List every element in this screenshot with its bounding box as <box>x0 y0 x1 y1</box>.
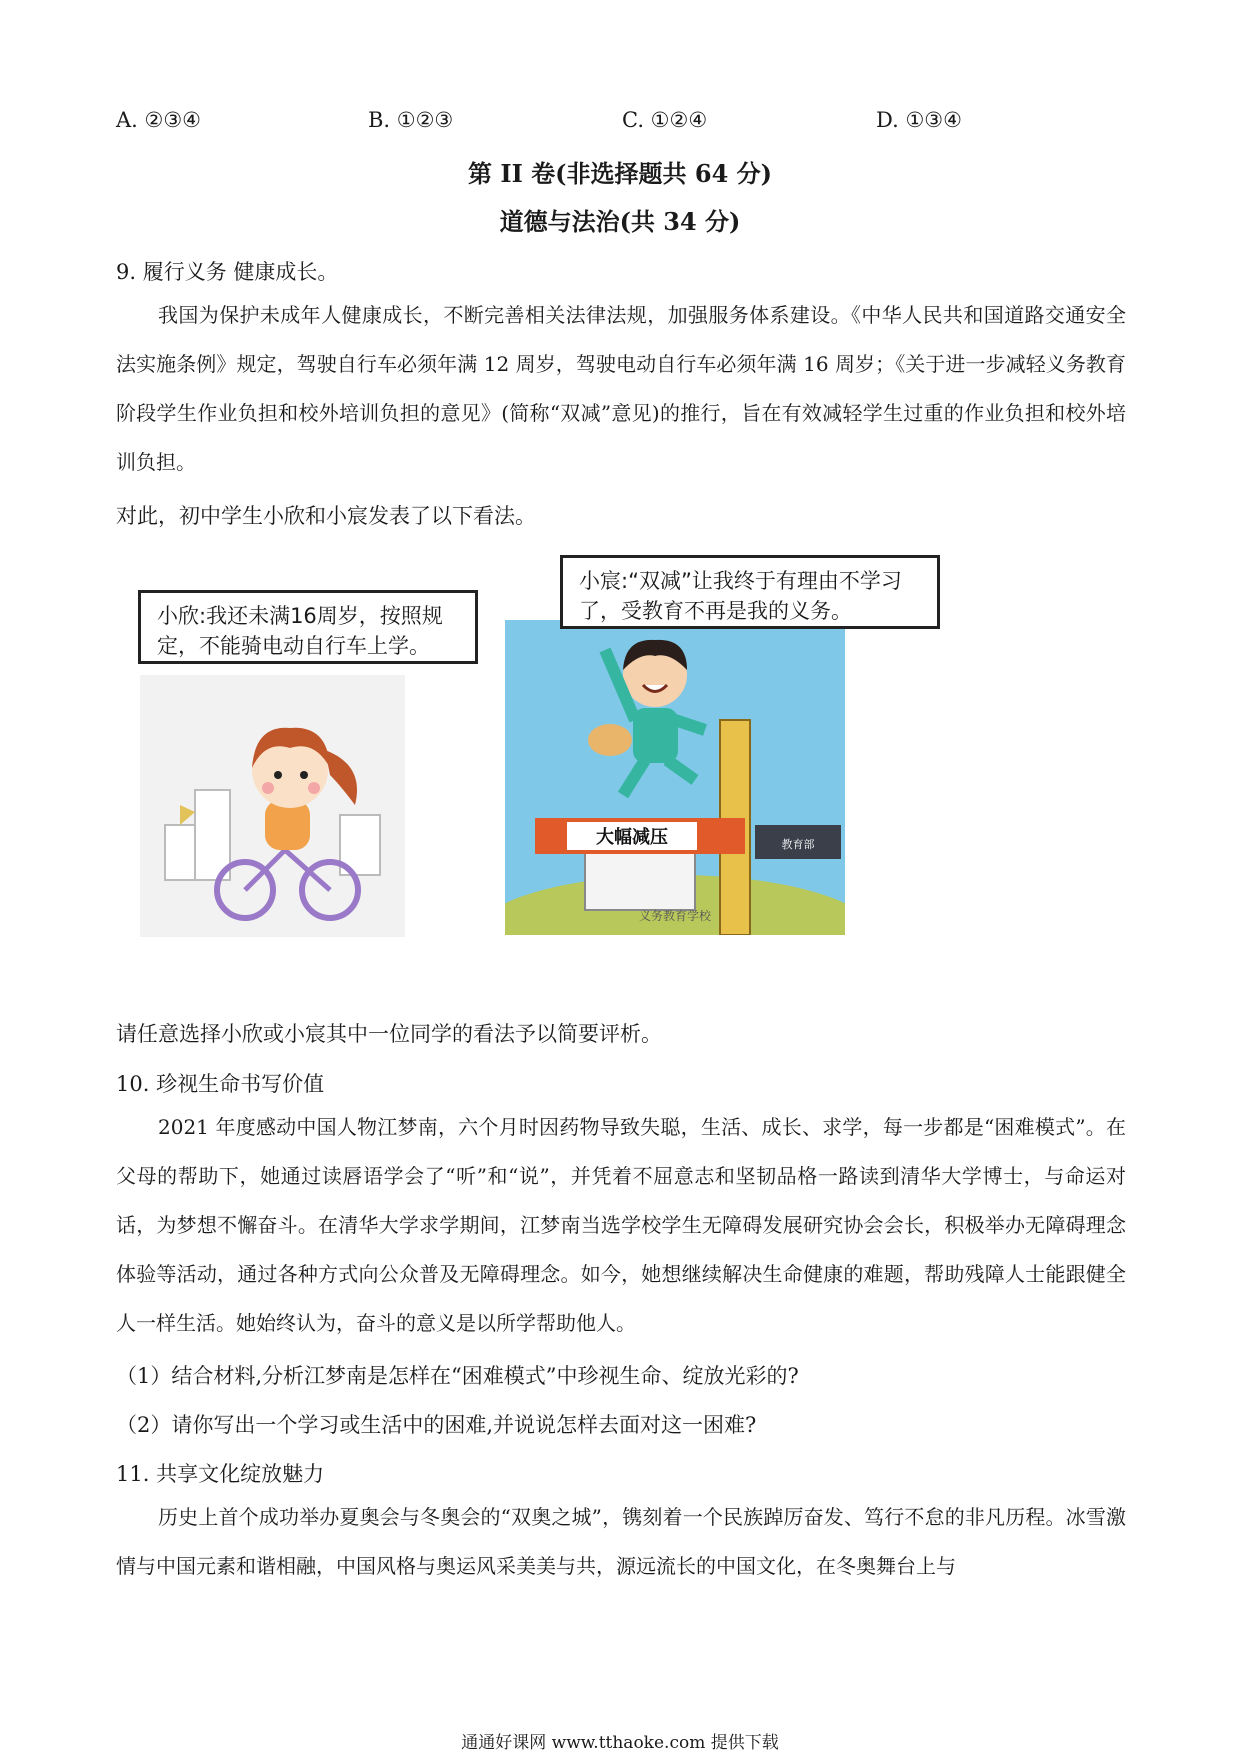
option-c: C. ①②④ <box>622 108 708 132</box>
q9-ask: 请任意选择小欣或小宸其中一位同学的看法予以简要评析。 <box>116 1022 662 1046</box>
q11-body: 历史上首个成功举办夏奥会与冬奥会的“双奥之城”，镌刻着一个民族踔厉奋发、笃行不怠的非凡历程。冰雪激情与中国元素和谐相融，中国风格与奥运风采美美与共，源远流长的中国文化，在冬奥舞台上与 <box>116 1505 1126 1578</box>
subject-title: 道德与法治(共 34 分) <box>499 207 741 236</box>
q10-body: 2021 年度感动中国人物江梦南，六个月时因药物导致失聪，生活、成长、求学，每一步都是“困难模式”。在父母的帮助下，她通过读唇语学会了“听”和“说”，并凭着不屈意志和坚韧品格一路读到清华大学博士，与命运对话，为梦想不懈奋斗。在清华大学求学期间，江梦南当选学校学生无障碍发展研究协会会长，积极举办无障碍理念体验等活动，通过各种方式向公众普及无障碍理念。如今，她想继续解决生命健康的难题，帮助残障人士能跟健全人一样生活。她始终认为，奋斗的意义是以所学帮助他人。 <box>116 1115 1126 1335</box>
q10-sub2: （2）请你写出一个学习或生活中的困难,并说说怎样去面对这一困难? <box>116 1413 757 1437</box>
illustration-right <box>505 620 845 935</box>
option-a: A. ②③④ <box>116 108 201 132</box>
speech-bubble-xiaoxin: 小欣:我还未满16周岁，按照规定，不能骑电动自行车上学。 <box>138 590 478 664</box>
q9-body: 我国为保护未成年人健康成长，不断完善相关法律法规，加强服务体系建设。《中华人民共和国道路交通安全法实施条例》规定，驾驶自行车必须年满 12 周岁，驾驶电动自行车必须年满 16 周岁；《关于进一步减轻义务教育阶段学生作业负担和校外培训负担的意见》(简称“双减”意见)的推行，旨在有效减轻学生过重的作业负担和校外培训负担。 <box>116 303 1126 474</box>
speech-bubble-xiaochen: 小宸:“双减”让我终于有理由不学习了，受教育不再是我的义务。 <box>560 555 940 629</box>
q9-lead: 对此，初中学生小欣和小宸发表了以下看法。 <box>116 504 536 528</box>
q10-title: 10. 珍视生命书写价值 <box>116 1072 325 1096</box>
sign-hand-text: 教育部 <box>781 838 815 851</box>
option-d: D. ①③④ <box>876 108 962 132</box>
page-footer: 通通好课网 www.tthaoke.com 提供下载 <box>461 1733 779 1753</box>
option-b: B. ①②③ <box>368 108 454 132</box>
section-title: 第 II 卷(非选择题共 64 分) <box>468 159 772 188</box>
q11-title: 11. 共享文化绽放魅力 <box>116 1462 325 1486</box>
boy-jump-illustration <box>505 620 845 935</box>
sign-main-text: 大幅减压 <box>596 827 668 848</box>
q9-title: 9. 履行义务 健康成长。 <box>116 260 339 284</box>
sign-ground-text: 义务教育学校 <box>638 909 712 923</box>
q10-sub1: （1）结合材料,分析江梦南是怎样在“困难模式”中珍视生命、绽放光彩的? <box>116 1364 799 1388</box>
